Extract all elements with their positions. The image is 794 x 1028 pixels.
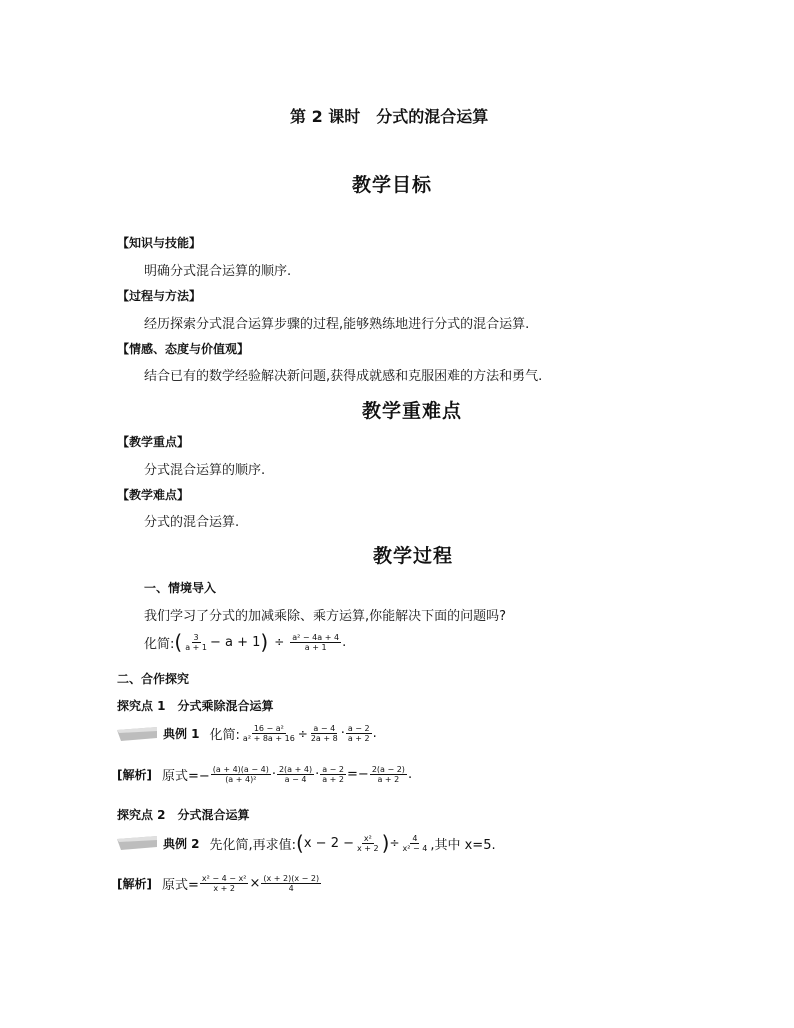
- denominator: a + 2: [322, 775, 345, 784]
- denominator: a + 2: [377, 775, 400, 784]
- divide-sign: ÷: [389, 836, 400, 850]
- lesson-title: 第 2 课时 分式的混合运算: [290, 107, 489, 126]
- denominator: a + 2: [347, 734, 370, 743]
- numerator: 2(a − 2): [371, 765, 405, 774]
- fraction: [183, 633, 209, 652]
- point1-heading: 探究点 1 分式乘除混合运算: [117, 699, 274, 713]
- denominator: a + 1: [185, 642, 207, 652]
- fraction: [200, 874, 249, 893]
- example2-label: 典例 2: [163, 836, 200, 851]
- numerator: 4: [412, 833, 418, 843]
- right-paren: ): [260, 630, 269, 654]
- numerator: 16 − a²: [253, 724, 284, 733]
- knowledge-text: 明确分式混合运算的顺序.: [144, 264, 292, 279]
- intro-expression: [144, 632, 346, 652]
- solution1-text: 原式=−: [161, 769, 210, 784]
- denominator: x + 2: [357, 843, 379, 853]
- solution2-label: [解析]: [117, 877, 152, 891]
- numerator: a² − 4a + 4: [292, 632, 340, 642]
- example2-tail: ,其中 x=5.: [430, 837, 496, 853]
- expr-inner: x − 2 −: [303, 835, 355, 851]
- denominator: a² + 8a + 16: [242, 734, 295, 743]
- solution1: [117, 765, 412, 784]
- numerator: x² − 4 − x²: [201, 874, 247, 883]
- simplify-label: 化简:: [144, 636, 175, 652]
- denominator: a + 1: [304, 642, 327, 652]
- fraction: [277, 765, 314, 784]
- example-banner-icon: [117, 727, 157, 741]
- example1-text: 化简:: [209, 728, 240, 743]
- denominator: x + 2: [213, 884, 235, 893]
- fraction: [346, 724, 372, 743]
- fraction: [370, 765, 407, 784]
- divide-sign: ÷: [274, 635, 285, 649]
- numerator: a − 4: [313, 724, 336, 733]
- divide-sign: ÷: [297, 726, 308, 741]
- fraction: [241, 724, 297, 743]
- numerator: x²: [363, 833, 372, 843]
- intro-text: 我们学习了分式的加减乘除、乘方运算,你能解决下面的问题吗?: [144, 609, 507, 624]
- numerator: 2(a + 4): [278, 765, 313, 774]
- solution2: [117, 874, 322, 893]
- denominator: x² − 4: [402, 843, 428, 853]
- process-heading: 教学过程: [373, 545, 454, 567]
- equals-sign: =−: [347, 767, 369, 782]
- left-paren: (: [296, 831, 304, 855]
- goals-heading: 教学目标: [352, 174, 433, 196]
- dot-sign: ·: [315, 767, 320, 782]
- difficulty-label: 【教学难点】: [117, 488, 190, 502]
- focus-label: 【教学重点】: [117, 435, 190, 449]
- emotion-label: 【情感、态度与价值观】: [117, 342, 250, 356]
- numerator: a − 2: [347, 724, 370, 733]
- process-method-text: 经历探索分式混合运算步骤的过程,能够熟练地进行分式的混合运算.: [144, 317, 530, 332]
- solution2-text: 原式=: [161, 878, 199, 893]
- keypoints-heading: 教学重难点: [362, 400, 463, 422]
- example1: [117, 724, 377, 743]
- example1-label: 典例 1: [163, 727, 200, 741]
- times-sign: ×: [249, 876, 261, 891]
- expr-end: .: [342, 634, 347, 650]
- denominator: 4: [288, 884, 294, 893]
- example-banner-icon: [117, 836, 157, 850]
- fraction: [261, 874, 321, 893]
- dot-sign: ·: [271, 767, 276, 782]
- difficulty-text: 分式的混合运算.: [144, 515, 240, 530]
- denominator: a − 4: [284, 775, 307, 784]
- example2-text: 先化简,再求值:: [209, 837, 297, 853]
- expr-mid: − a + 1: [209, 634, 261, 650]
- section-explore: 二、合作探究: [117, 672, 190, 686]
- denominator: (a + 4)²: [225, 775, 257, 784]
- expr-end: .: [372, 726, 377, 741]
- fraction: [309, 724, 340, 743]
- example2: [117, 833, 496, 853]
- fraction: [401, 834, 430, 853]
- point2-heading: 探究点 2 分式混合运算: [117, 808, 250, 822]
- denominator: 2a + 8: [310, 734, 338, 743]
- fraction: [320, 765, 346, 784]
- fraction: [290, 633, 341, 652]
- solution1-label: [解析]: [117, 768, 152, 782]
- left-paren: (: [174, 630, 183, 654]
- emotion-text: 结合已有的数学经验解决新问题,获得成就感和克服困难的方法和勇气.: [144, 369, 543, 384]
- focus-text: 分式混合运算的顺序.: [144, 463, 266, 478]
- knowledge-label: 【知识与技能】: [117, 236, 202, 250]
- numerator: a − 2: [322, 765, 345, 774]
- right-paren: ): [381, 831, 390, 855]
- section-intro: 一、情境导入: [144, 581, 217, 595]
- fraction: [211, 765, 271, 784]
- numerator: (x + 2)(x − 2): [263, 874, 320, 883]
- dot-sign: ·: [340, 726, 345, 741]
- numerator: (a + 4)(a − 4): [212, 765, 269, 774]
- numerator: 3: [193, 632, 199, 642]
- fraction: [355, 834, 381, 853]
- expr-end: .: [407, 767, 413, 782]
- process-method-label: 【过程与方法】: [117, 289, 202, 303]
